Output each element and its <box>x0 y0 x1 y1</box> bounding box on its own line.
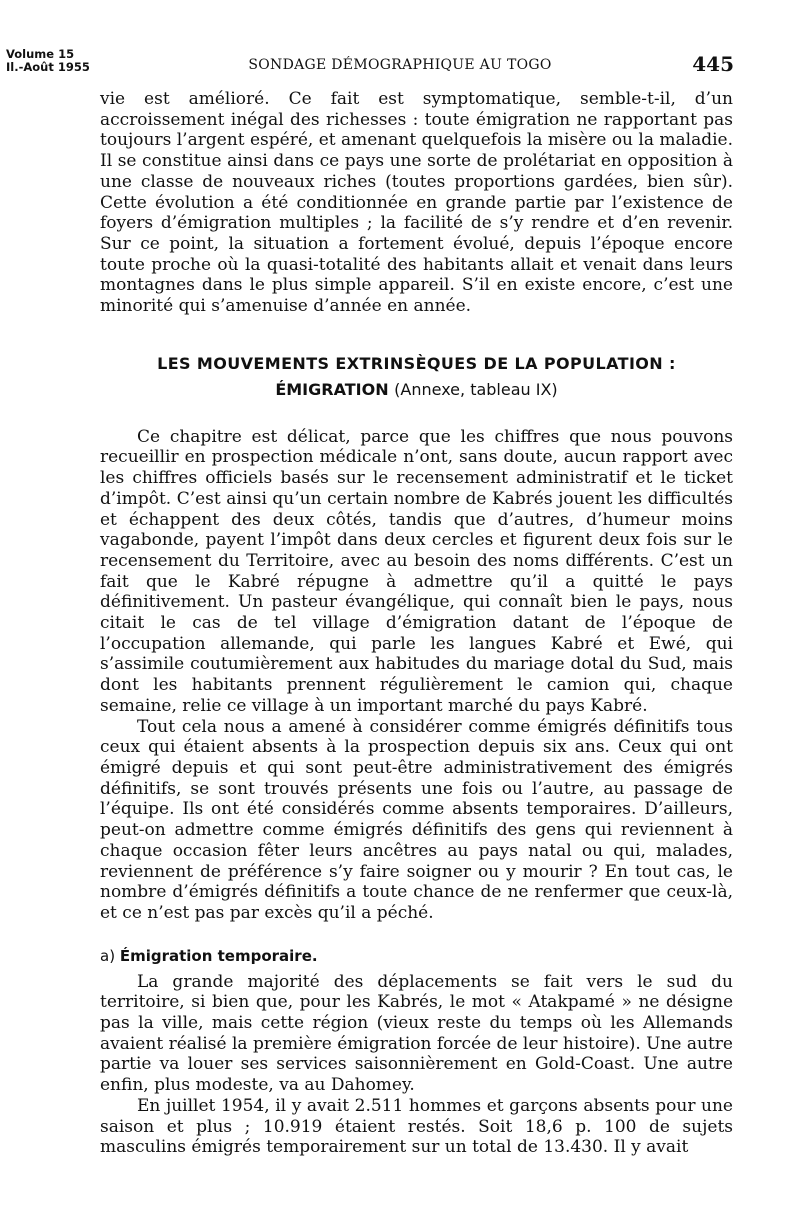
section-title-emigration: ÉMIGRATION <box>275 379 389 399</box>
paragraph-deplacements: La grande majorité des déplacements se fait vers le sud du territoire, si bien que, pour les Kabrés, le mot « Atakpamé » ne désigne pas la ville, mais cette région (vieux reste du temps où les Allemands avaient réalisé la première émigration forcée de leur histoire). Une autre partie va louer ses services saisonnièrement en Gold-Coast. Une autre enfin, plus modeste, va au Dahomey. <box>100 971 733 1096</box>
paragraph-emigres-definitifs: Tout cela nous a amené à considérer comme émigrés définitifs tous ceux qui étaient absents à la prospection depuis six ans. Ceux qui ont émigré depuis et qui sont peut-être administrativement des émigrés définitifs, se sont trouvés présents une fois ou l’autre, au passage de l’équipe. Ils ont été considérés comme absents temporaires. D’ailleurs, peut-on admettre comme émigrés définitifs des gens qui reviennent à chaque occasion fêter leurs ancêtres au pays natal ou qui, malades, reviennent de préférence s’y faire soigner ou y mourir ? En tout cas, le nombre d’émigrés définitifs a toute chance de ne renfermer que ceux-là, et ce n’est pas par excès qu’il a péché. <box>100 716 733 923</box>
annex-reference: (Annexe, tableau IX) <box>394 379 558 399</box>
page-number: 445 <box>692 52 734 76</box>
section-heading <box>100 351 733 403</box>
paragraph-chiffres: Ce chapitre est délicat, parce que les chiffres que nous pouvons recueillir en prospection médicale n’ont, sans doute, aucun rapport avec les chiffres officiels basés sur le recensement administratif et le ticket d’impôt. C’est ainsi qu’un certain nombre de Kabrés jouent les difficultés et échappent des deux côtés, tandis que d’autres, d’humeur moins vagabonde, payent l’impôt dans deux cercles et figurent deux fois sur le recensement du Territoire, avec au besoin des noms différents. C’est un fait que le Kabré répugne à admettre qu’il a quitté le pays définitivement. Un pasteur évangélique, qui connaît bien le pays, nous citait le cas de tel village d’émigration datant de l’époque de l’occupation allemande, qui parle les langues Kabré et Ewé, qui s’assimile coutumièrement aux habitudes du mariage dotal du Sud, mais dont les habitants prennent régulièrement le camion qui, chaque semaine, relie ce village à un important marché du pays Kabré. <box>100 426 733 716</box>
page-body <box>100 89 733 1158</box>
section-title-line1: LES MOUVEMENTS EXTRINSÈQUES DE LA POPULATION : <box>157 353 676 373</box>
subsection-heading <box>100 946 733 966</box>
subsection-title: Émigration temporaire. <box>119 946 318 965</box>
running-title: SONDAGE DÉMOGRAPHIQUE AU TOGO <box>248 57 552 73</box>
paragraph-statistiques: En juillet 1954, il y avait 2.511 hommes et garçons absents pour une saison et plus ; 10.919 étaient restés. Soit 18,6 p. 100 de sujets masculins émigrés temporairement sur un total de 13.430. Il y avait <box>100 1095 733 1158</box>
subsection-prefix: a) <box>100 946 116 965</box>
section-title-line2 <box>100 377 733 403</box>
volume-label: Volume 15 <box>6 47 75 61</box>
intro-paragraph: vie est amélioré. Ce fait est symptomatique, semble-t-il, d’un accroissement inégal des richesses : toute émigration ne rapportant pas toujours l’argent espéré, et amenant quelquefois la misère ou la maladie. Il se constitue ainsi dans ce pays une sorte de prolétariat en opposition à une classe de nouveaux riches (toutes proportions gardées, bien sûr). Cette évolution a été conditionnée en grande partie par l’existence de foyers d’émigration multiples ; la facilité de s’y rendre et d’en revenir. Sur ce point, la situation a fortement évolué, depuis l’époque encore toute proche où la quasi-totalité des habitants allait et venait dans leurs montagnes dans le plus simple appareil. S’il en existe encore, c’est une minorité qui s’amenuise d’année en année. <box>100 89 733 317</box>
issue-date: Il.-Août 1955 <box>6 60 90 74</box>
